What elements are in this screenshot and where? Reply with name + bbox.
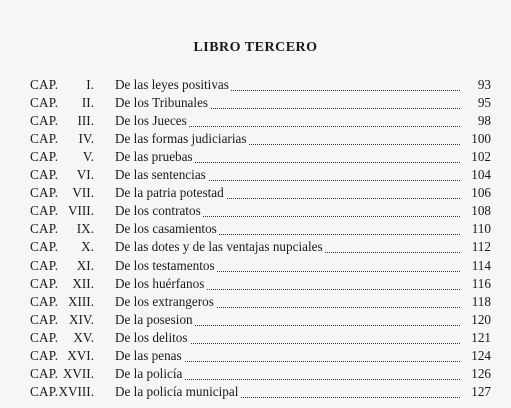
chapter-label: CAP. <box>30 185 59 201</box>
page-number: 126 <box>471 365 491 381</box>
chapter-label: CAP. <box>30 383 59 399</box>
page-number: 116 <box>471 275 491 291</box>
chapter-title-line <box>115 166 460 184</box>
toc-entry <box>0 202 511 220</box>
toc-entry <box>0 311 511 329</box>
chapter-label: CAP. <box>30 113 59 129</box>
chapter-number: XIV. <box>68 311 94 327</box>
toc-entry <box>0 257 511 275</box>
chapter-title: De la posesion <box>115 311 193 327</box>
chapter-title: De las sentencias <box>115 167 206 183</box>
page-number: 112 <box>471 239 491 255</box>
chapter-title: De los Jueces <box>115 113 187 129</box>
chapter-title-line <box>115 238 460 256</box>
page-number: 110 <box>471 221 491 237</box>
chapter-title-line <box>115 257 460 275</box>
chapter-label: CAP. <box>30 239 59 255</box>
chapter-title: De los extrangeros <box>115 293 214 309</box>
chapter-title-line <box>115 365 460 383</box>
chapter-title: De los Tribunales <box>115 95 209 111</box>
page-number: 98 <box>477 113 491 129</box>
chapter-label: CAP. <box>30 257 59 273</box>
chapter-title-line <box>115 347 460 365</box>
chapter-label: CAP. <box>30 131 59 147</box>
chapter-number: XIII. <box>68 293 94 309</box>
chapter-title-line <box>115 329 460 347</box>
chapter-number: X. <box>81 239 94 255</box>
toc-entry <box>0 275 511 293</box>
page-number: 118 <box>471 293 491 309</box>
chapter-number: II. <box>81 95 94 111</box>
chapter-label: CAP. <box>30 329 59 345</box>
toc-entry <box>0 112 511 130</box>
page-number: 93 <box>477 77 491 92</box>
section-heading: LIBRO TERCERO <box>193 40 318 55</box>
chapter-title: De las formas judiciarias <box>115 131 247 147</box>
chapter-title: De la policía <box>115 365 183 381</box>
page-number: 104 <box>471 167 491 183</box>
chapter-title: De la policía municipal <box>115 383 239 399</box>
chapter-title-line <box>115 311 460 329</box>
chapter-title: De los casamientos <box>115 221 217 237</box>
chapter-title-line <box>115 184 460 202</box>
chapter-title-line <box>115 76 460 94</box>
chapter-title-line <box>115 94 460 112</box>
chapter-number: XI. <box>76 257 94 273</box>
chapter-title-line <box>115 202 460 220</box>
toc-entry <box>0 130 511 148</box>
page-number: 121 <box>471 329 491 345</box>
chapter-label: CAP. <box>30 149 59 165</box>
toc-entry <box>0 365 511 383</box>
chapter-number: XII. <box>72 275 94 291</box>
toc-entry <box>0 166 511 184</box>
page-number: 100 <box>471 131 491 147</box>
chapter-number: III. <box>77 113 94 129</box>
page-number: 108 <box>471 203 491 219</box>
chapter-label: CAP. <box>30 203 59 219</box>
chapter-title-line <box>115 112 460 130</box>
chapter-number: VIII. <box>68 203 94 219</box>
chapter-title: De las dotes y de las ventajas nupciales <box>115 239 323 255</box>
chapter-label: CAP. <box>30 293 59 309</box>
chapter-title: De los delitos <box>115 329 188 345</box>
chapter-title: De los huérfanos <box>115 275 205 291</box>
toc-entry <box>0 238 511 256</box>
toc-entry <box>0 94 511 112</box>
chapter-title: De las pruebas <box>115 149 193 165</box>
page-number: 95 <box>477 95 491 111</box>
chapter-title-line <box>115 130 460 148</box>
toc-entry <box>0 383 511 401</box>
chapter-number: I. <box>86 77 94 92</box>
chapter-label: CAP. <box>30 95 59 111</box>
toc-entry <box>0 293 511 311</box>
toc-entry <box>0 148 511 166</box>
chapter-number: XVI. <box>67 347 94 363</box>
chapter-label: CAP. <box>30 77 59 92</box>
chapter-title-line <box>115 148 460 166</box>
chapter-number: XVIII. <box>58 383 94 399</box>
chapter-label: CAP. <box>30 347 59 363</box>
chapter-title: De las penas <box>115 347 182 363</box>
chapter-title: De los testamentos <box>115 257 215 273</box>
chapter-title: De las leyes positivas <box>115 77 229 92</box>
page-number: 124 <box>471 347 491 363</box>
chapter-title-line <box>115 383 460 401</box>
chapter-label: CAP. <box>30 275 59 291</box>
page-number: 120 <box>471 311 491 327</box>
chapter-label: CAP. <box>30 311 59 327</box>
chapter-title: De la patria potestad <box>115 185 224 201</box>
page-number: 102 <box>471 149 491 165</box>
chapter-number: IX. <box>76 221 94 237</box>
page-number: 114 <box>471 257 491 273</box>
chapter-title-line <box>115 293 460 311</box>
chapter-title: De los contratos <box>115 203 201 219</box>
chapter-number: VII. <box>72 185 94 201</box>
toc-entry <box>0 329 511 347</box>
chapter-title-line <box>115 220 460 238</box>
chapter-number: XVII. <box>62 365 94 381</box>
toc-entry <box>0 347 511 365</box>
page-number: 106 <box>471 185 491 201</box>
chapter-label: CAP. <box>30 221 59 237</box>
chapter-number: VI. <box>76 167 94 183</box>
chapter-label: CAP. <box>30 167 59 183</box>
toc-entry <box>0 184 511 202</box>
chapter-title-line <box>115 275 460 293</box>
chapter-label: CAP. <box>30 365 59 381</box>
toc-entry <box>0 220 511 238</box>
toc-entry <box>0 76 511 94</box>
page-number: 127 <box>471 383 491 399</box>
chapter-number: XV. <box>73 329 94 345</box>
chapter-number: IV. <box>78 131 94 147</box>
chapter-number: V. <box>82 149 94 165</box>
